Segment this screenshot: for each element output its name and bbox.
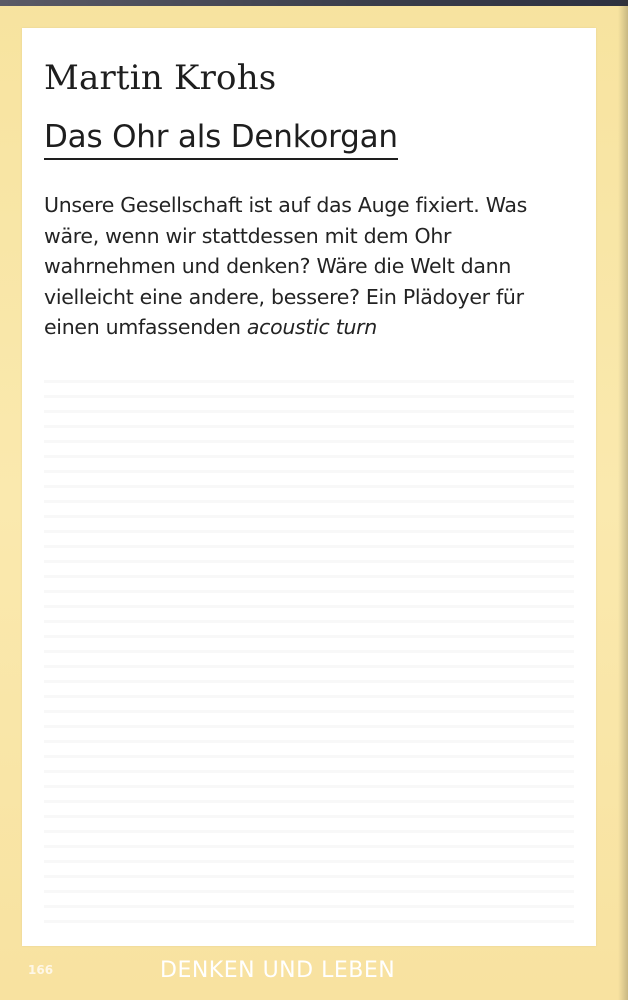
article-lead xyxy=(44,190,584,343)
author-name: Martin Krohs xyxy=(44,58,277,98)
lead-text: Unsere Gesellschaft ist auf das Auge fixiert. Was wäre, wenn wir stattdessen mit dem Ohr wahrnehmen und denken? Wäre die Welt dann vielleicht eine andere, bessere? Ein Plädoyer für einen umfassenden xyxy=(44,193,527,339)
article-page xyxy=(22,28,596,946)
article-title: Das Ohr als Denkorgan xyxy=(44,120,398,160)
page-number: 166 xyxy=(28,963,54,977)
lead-emphasis: acoustic turn xyxy=(246,315,377,339)
show-through-text xyxy=(44,368,574,928)
section-title: DENKEN UND LEBEN xyxy=(160,958,396,983)
top-edge xyxy=(0,0,628,6)
right-edge xyxy=(618,0,628,1000)
